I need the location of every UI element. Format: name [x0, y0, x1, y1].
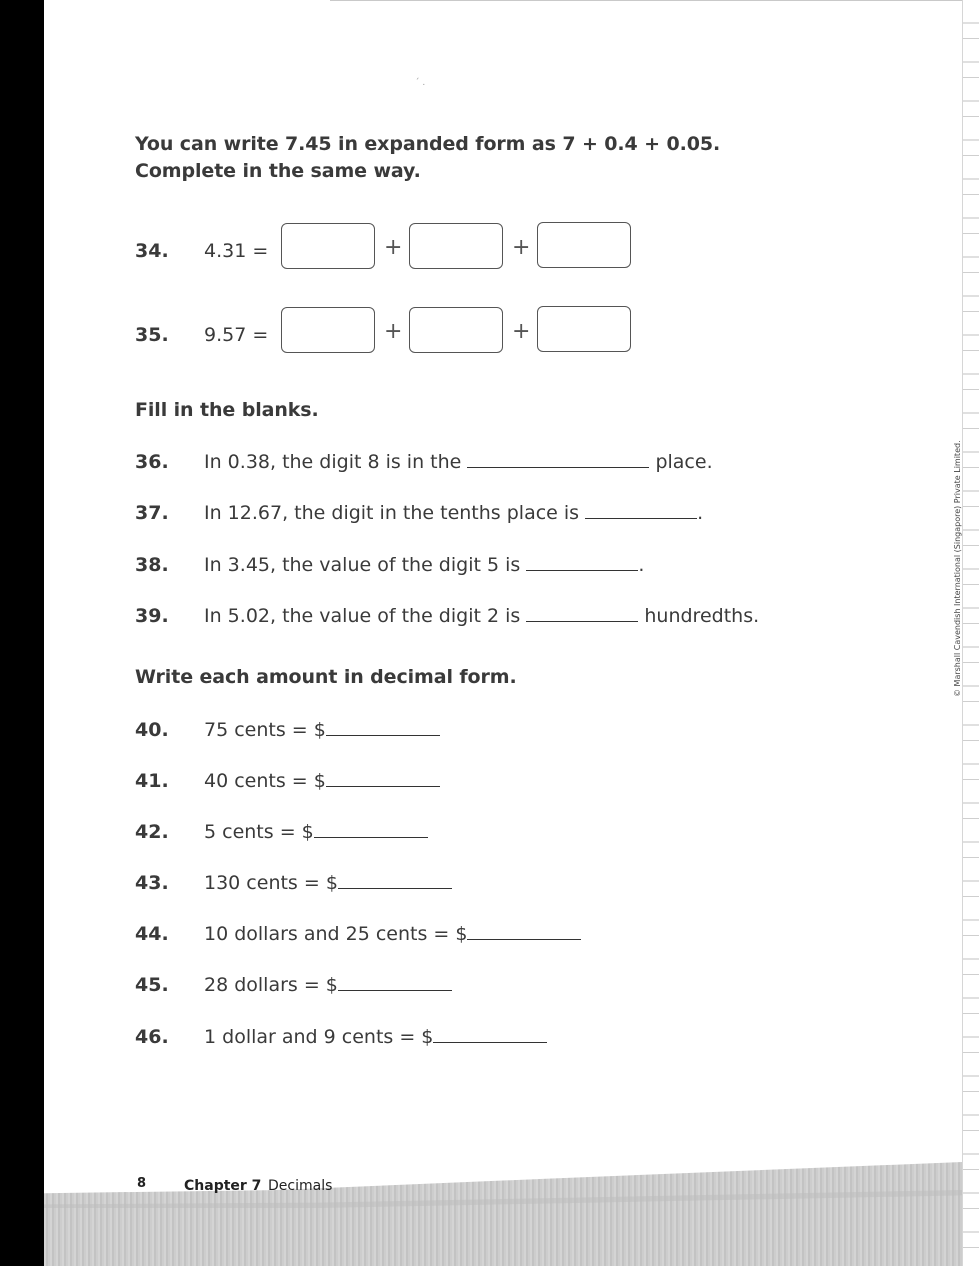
question-text-before: 130 cents = $ [204, 872, 338, 894]
question-number: 42. [135, 821, 169, 843]
question-text [204, 820, 428, 844]
question-text-before: 75 cents = $ [204, 719, 326, 741]
answer-blank[interactable] [585, 502, 697, 519]
question-text-before: 10 dollars and 25 cents = $ [204, 923, 468, 945]
question-text-before: In 3.45, the value of the digit 5 is [204, 554, 521, 576]
plus-sign: + [512, 319, 531, 344]
answer-box[interactable] [281, 223, 375, 269]
question-text-before: In 12.67, the digit in the tenths place is [204, 502, 580, 524]
question-text-after: . [697, 502, 704, 524]
answer-box[interactable] [281, 307, 375, 353]
answer-blank[interactable] [433, 1026, 547, 1043]
answer-blank[interactable] [314, 821, 428, 838]
answer-blank[interactable] [338, 974, 452, 991]
question-text-before: 1 dollar and 9 cents = $ [204, 1026, 434, 1048]
question-text [204, 922, 581, 946]
chapter-title: Decimals [268, 1178, 333, 1194]
question-text [204, 718, 440, 742]
scan-speck: ´ . [415, 78, 426, 88]
scan-left-edge [0, 0, 44, 1266]
expanded-form-instruction [135, 131, 720, 185]
question-number: 39. [135, 605, 169, 627]
question-number: 35. [135, 324, 169, 346]
question-number: 46. [135, 1026, 169, 1048]
question-number: 43. [135, 872, 169, 894]
scan-top-rule [330, 0, 979, 1]
question-text-before: In 5.02, the value of the digit 2 is [204, 605, 521, 627]
question-number: 37. [135, 502, 169, 524]
fill-blanks-instruction: Fill in the blanks. [135, 399, 319, 421]
copyright-notice: © Marshall Cavendish International (Singapore) Private Limited. [953, 440, 962, 697]
page-bottom-band [44, 1162, 962, 1266]
decimal-form-instruction: Write each amount in decimal form. [135, 666, 517, 688]
question-number: 38. [135, 554, 169, 576]
answer-blank[interactable] [526, 554, 638, 571]
question-text [204, 501, 703, 525]
answer-blank[interactable] [467, 923, 581, 940]
question-text [204, 553, 644, 577]
question-expression: 9.57 = [204, 324, 269, 346]
question-text [204, 450, 713, 474]
question-number: 45. [135, 974, 169, 996]
question-text [204, 769, 440, 793]
answer-box[interactable] [537, 306, 631, 352]
page-number: 8 [137, 1176, 147, 1191]
plus-sign: + [384, 319, 403, 344]
question-text-after: place. [655, 451, 713, 473]
answer-box[interactable] [409, 307, 503, 353]
answer-box[interactable] [409, 223, 503, 269]
answer-blank[interactable] [326, 719, 440, 736]
question-text [204, 604, 759, 628]
question-text-after: . [638, 554, 645, 576]
answer-blank[interactable] [526, 605, 638, 622]
plus-sign: + [384, 235, 403, 260]
answer-blank[interactable] [326, 770, 440, 787]
question-number: 36. [135, 451, 169, 473]
question-number: 34. [135, 240, 169, 262]
plus-sign: + [512, 235, 531, 260]
question-number: 40. [135, 719, 169, 741]
question-text-before: 28 dollars = $ [204, 974, 338, 996]
scan-right-edge [962, 0, 979, 1266]
question-number: 44. [135, 923, 169, 945]
question-text-after: hundredths. [644, 605, 760, 627]
question-text [204, 973, 452, 997]
question-number: 41. [135, 770, 169, 792]
answer-blank[interactable] [338, 872, 452, 889]
question-text-before: In 0.38, the digit 8 is in the [204, 451, 462, 473]
answer-box[interactable] [537, 222, 631, 268]
question-text [204, 1025, 547, 1049]
question-text-before: 5 cents = $ [204, 821, 314, 843]
question-expression: 4.31 = [204, 240, 269, 262]
expanded-form-line-2: Complete in the same way. [135, 160, 421, 182]
answer-blank[interactable] [467, 451, 649, 468]
question-text [204, 871, 452, 895]
question-text-before: 40 cents = $ [204, 770, 326, 792]
chapter-label: Chapter 7 [184, 1178, 262, 1194]
expanded-form-line-1: You can write 7.45 in expanded form as 7 + 0.4 + 0.05. [135, 133, 721, 155]
